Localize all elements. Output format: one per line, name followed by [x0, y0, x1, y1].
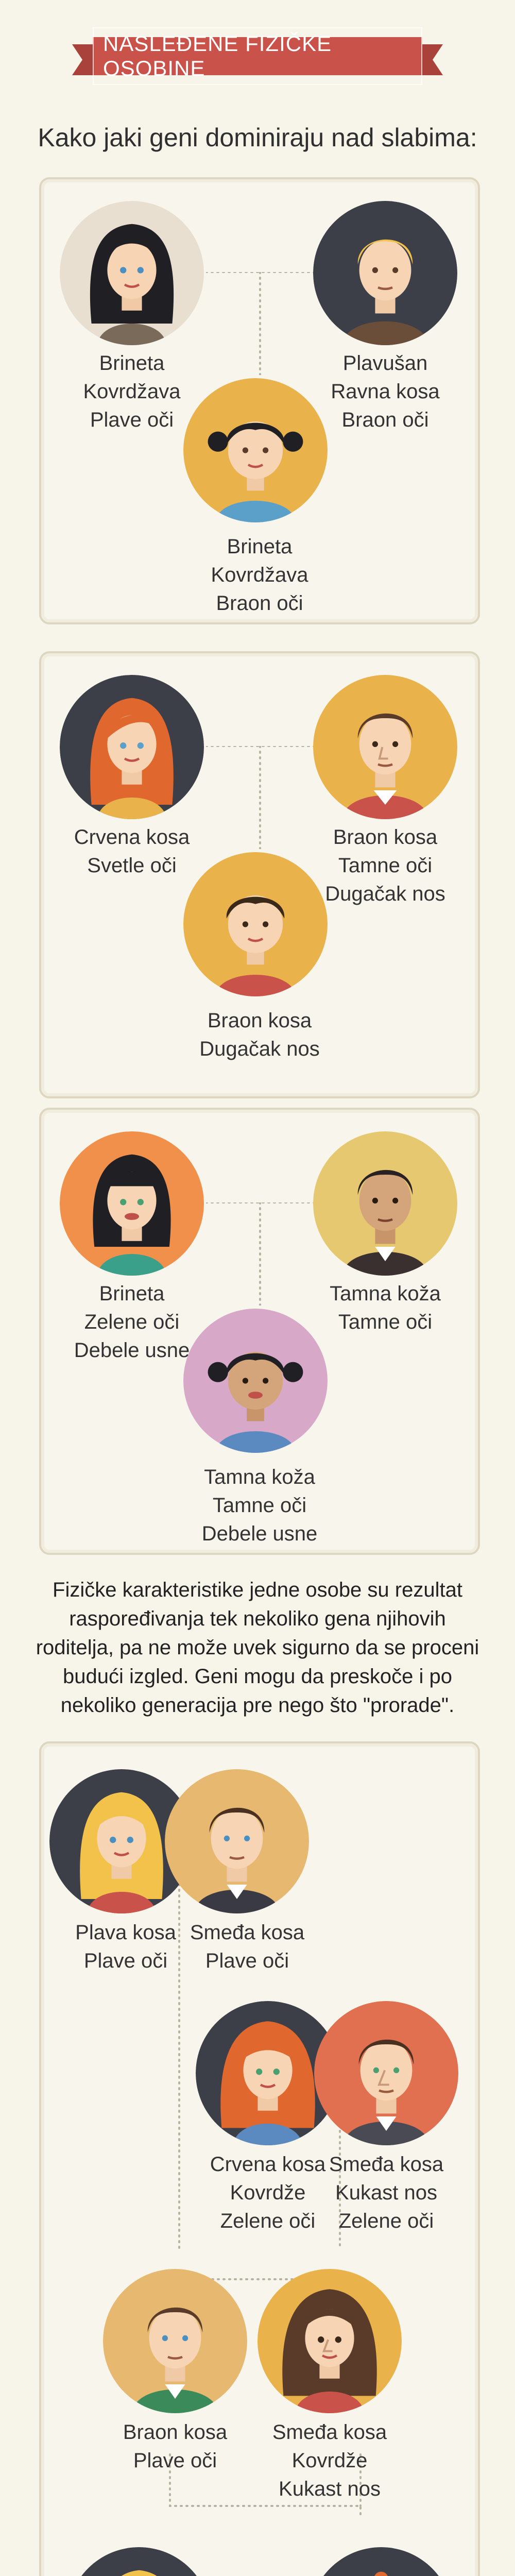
trait: Smeđa kosa	[272, 2421, 387, 2444]
avatar-grandfather-1	[165, 1769, 309, 1913]
panel-1	[39, 177, 480, 624]
trait: Kovrdže	[291, 2449, 368, 2472]
page-title: NASLEĐENE FIZIČKE OSOBINE	[93, 27, 422, 85]
trait: Kovrdžava	[211, 564, 308, 586]
caption-parent-b-3	[293, 1280, 478, 1336]
trait: Brineta	[227, 535, 293, 558]
trait: Braon kosa	[123, 2421, 228, 2444]
trait: Brineta	[99, 352, 165, 375]
caption-child-1	[167, 533, 352, 618]
trait: Crvena kosa	[210, 2153, 326, 2176]
trait: Plave oči	[133, 2449, 217, 2472]
trait: Plave oči	[83, 1950, 168, 1972]
trait: Zelene oči	[84, 1311, 180, 1333]
caption-parent-a-2	[39, 823, 225, 880]
trait: Ravna kosa	[331, 380, 440, 403]
family-tree-panel	[39, 1741, 480, 2576]
trait: Plave oči	[205, 1950, 289, 1972]
trait: Zelene oči	[220, 2210, 316, 2232]
avatar-child-boy	[183, 852, 328, 996]
avatar-child-girl-2	[183, 1309, 328, 1453]
trait: Debele usne	[201, 1522, 318, 1545]
trait: Dugačak nos	[199, 1038, 320, 1060]
caption-mother	[237, 2418, 422, 2503]
panel-3	[39, 1108, 480, 1555]
avatar-brown-haired-man	[313, 675, 457, 819]
avatar-redhead-woman	[60, 675, 204, 819]
caption-grandfather-1	[154, 1919, 340, 1975]
trait: Plavušan	[342, 352, 428, 375]
explanation-paragraph: Fizičke karakteristike jedne osobe su rezultat raspoređivanja tek nekoliko gena njihovih roditelja, pa ne može uvek sigurno da se proceni budući izgled. Geni mogu da preskoče i po nekoliko generacija pre nego što "prorade".	[36, 1579, 479, 1717]
panel-2	[39, 651, 480, 1098]
trait: Debele usne	[74, 1339, 190, 1362]
trait: Kovrdže	[230, 2181, 306, 2204]
caption-grandfather-2	[294, 2150, 479, 2235]
trait: Kovrdžava	[83, 380, 181, 403]
trait: Tamne oči	[338, 1311, 433, 1333]
trait: Braon kosa	[207, 1009, 312, 1032]
trait: Braon kosa	[333, 826, 438, 849]
trait: Kukast nos	[335, 2181, 437, 2204]
trait: Braon oči	[341, 409, 429, 431]
avatar-father	[103, 2269, 247, 2413]
intro-text: Kako jaki geni dominiraju nad slabima:	[38, 123, 477, 152]
trait: Tamna koža	[330, 1282, 441, 1305]
trait: Plave oči	[90, 409, 174, 431]
trait: Tamne oči	[338, 854, 433, 877]
avatar-blond-man	[313, 201, 457, 345]
avatar-dark-skinned-man	[313, 1131, 457, 1276]
trait: Plava kosa	[75, 1921, 176, 1944]
trait: Smeđa kosa	[329, 2153, 444, 2176]
trait: Crvena kosa	[74, 826, 190, 849]
trait: Brineta	[99, 1282, 165, 1305]
trait: Braon oči	[216, 592, 303, 615]
caption-child-3	[167, 1463, 352, 1548]
avatar-mother	[258, 2269, 402, 2413]
trait: Svetle oči	[87, 854, 177, 877]
trait: Smeđa kosa	[190, 1921, 305, 1944]
avatar-brunette-woman	[60, 201, 204, 345]
trait: Kukast nos	[279, 2478, 381, 2500]
trait: Tamne oči	[212, 1494, 307, 1517]
avatar-child-girl	[183, 378, 328, 522]
avatar-grandfather-2	[314, 2001, 458, 2145]
trait: Dugačak nos	[325, 883, 445, 905]
title-ribbon	[93, 31, 422, 80]
avatar-brunette-woman-2	[60, 1131, 204, 1276]
trait: Zelene oči	[338, 2210, 434, 2232]
caption-child-2	[167, 1007, 352, 1063]
trait: Tamna koža	[204, 1466, 315, 1488]
